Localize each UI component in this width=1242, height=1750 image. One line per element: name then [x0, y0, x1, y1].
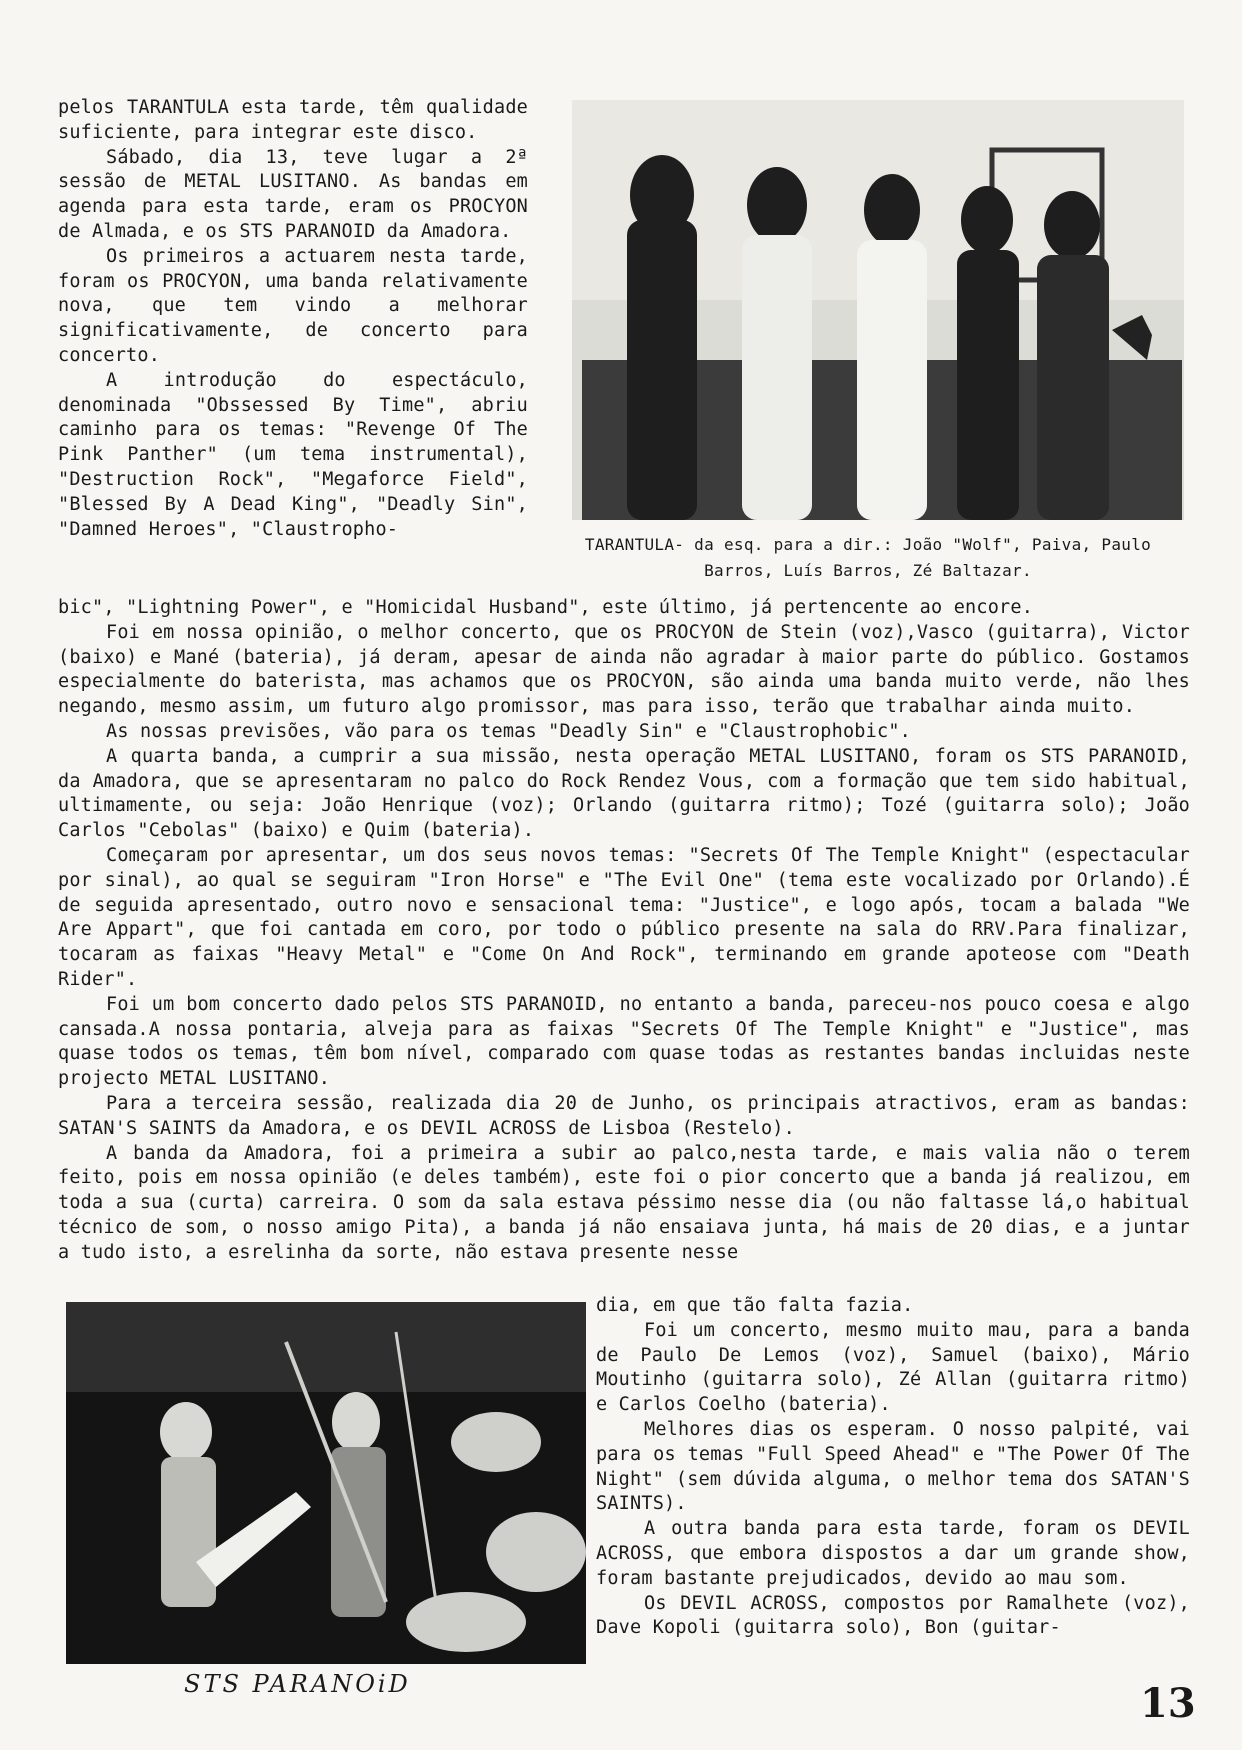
paragraph: A outra banda para esta tarde, foram os DEVIL ACROSS, que embora dispostos a dar um grande show, foram bastante prejudicados, devido ao mau som. [596, 1518, 1190, 1589]
tarantula-photo-caption [548, 532, 1188, 584]
paragraph: Foi um bom concerto dado pelos STS PARANOID, no entanto a banda, pareceu-nos pouco coesa e algo cansada.A nossa pontaria, alveja para as faixas "Secrets Of The Temple Knight" e "Justice", mas quase todos os temas, têm bom nível, comparado com quase todas as restantes bandas incluidas neste projecto METAL LUSITANO. [58, 993, 1190, 1090]
paragraph: Começaram por apresentar, um dos seus novos temas: "Secrets Of The Temple Knight" (espectacular por sinal), ao qual se seguiram "Iron Horse" e "The Evil One" (tema este vocalizado por Orlando).É de seguida apresentado, outro novo e sensacional tema: "Justice", e logo após, tocam a balada "We Are Appart", que foi cantada em coro, por todo o público presente na sala do RRV.Para finalizar, tocaram as faixas "Heavy Metal" e "Come On And Rock", terminando em grande apoteose com "Death Rider". [58, 844, 1190, 990]
top-left-column [58, 96, 528, 542]
paragraph: A banda da Amadora, foi a primeira a subir ao palco,nesta tarde, e mais valia não o terem feito, pois em nossa opinião (e deles também), este foi o pior concerto que a banda já realizou, em toda a sua (curta) carreira. O som da sala estava péssimo nesse dia (ou não faltasse lá,o habitual técnico de som, o nosso amigo Pita), a banda já não ensaiava junta, há mais de 20 dias, e a juntar a tudo isto, a esrelinha da sorte, não estava presente nesse [58, 1142, 1190, 1263]
paragraph: pelos TARANTULA esta tarde, têm qualidade suficiente, para integrar este disco. [58, 97, 528, 143]
full-width-column [58, 596, 1190, 1266]
tarantula-band-photo [572, 100, 1184, 520]
page-number: 13 [1140, 1680, 1196, 1727]
caption-line: TARANTULA- da esq. para a dir.: João "Wolf", Paiva, Paulo [584, 535, 1152, 554]
paragraph: Melhores dias os esperam. O nosso palpité, vai para os temas "Full Speed Ahead" e "The Power Of The Night" (sem dúvida alguma, o melhor tema dos SATAN'S SAINTS). [596, 1418, 1190, 1515]
sts-paranoid-live-photo [66, 1302, 586, 1664]
paragraph: bic", "Lightning Power", e "Homicidal Husband", este último, já pertencente ao encore. [58, 597, 1034, 618]
paragraph: A quarta banda, a cumprir a sua missão, nesta operação METAL LUSITANO, foram os STS PARANOID, da Amadora, que se apresentaram no palco do Rock Rendez Vous, com a formação que tem sido habitual, ultimamente, ou seja: João Henrique (voz); Orlando (guitarra ritmo); Tozé (guitarra solo); João Carlos "Cebolas" (baixo) e Quim (bateria). [58, 745, 1190, 842]
paragraph: Foi um concerto, mesmo muito mau, para a banda de Paulo De Lemos (voz), Samuel (baixo), Mário Moutinho (guitarra solo), Zé Allan (guitarra ritmo) e Carlos Coelho (bateria). [596, 1319, 1190, 1416]
sts-paranoid-photo-caption: STS PARANOiD [184, 1670, 411, 1698]
paragraph: Foi em nossa opinião, o melhor concerto, que os PROCYON de Stein (voz),Vasco (guitarra), Victor (baixo) e Mané (bateria), já deram, apesar de ainda não agradar à maior parte do público. Gostamos especialmente do baterista, mas achamos que os PROCYON, são ainda uma banda muito verde, não lhes negando, mesmo assim, um futuro algo promissor, mas para isso, terão que trabalhar ainda muito. [58, 621, 1190, 718]
paragraph: Sábado, dia 13, teve lugar a 2ª sessão de METAL LUSITANO. As bandas em agenda para esta tarde, eram os PROCYON de Almada, e os STS PARANOID da Amadora. [58, 146, 528, 242]
paragraph: As nossas previsões, vão para os temas "Deadly Sin" e "Claustrophobic". [106, 720, 911, 742]
paragraph: Os primeiros a actuarem nesta tarde, foram os PROCYON, uma banda relativamente nova, que tem vindo a melhorar significativamente, de concerto para concerto. [58, 245, 528, 366]
paragraph: Os DEVIL ACROSS, compostos por Ramalhete (voz), Dave Kopoli (guitarra solo), Bon (guitar- [596, 1592, 1190, 1639]
bottom-right-column [596, 1294, 1190, 1641]
paragraph: dia, em que tão falta fazia. [596, 1295, 914, 1316]
paragraph: Para a terceira sessão, realizada dia 20 de Junho, os principais atractivos, eram as bandas: SATAN'S SAINTS da Amadora, e os DEVIL ACROSS de Lisboa (Restelo). [58, 1092, 1190, 1139]
caption-line: Barros, Luís Barros, Zé Baltazar. [704, 561, 1032, 580]
paragraph: A introdução do espectáculo, denominada "Obssessed By Time", abriu caminho para os temas: "Revenge Of The Pink Panther" (um tema instrumental), "Destruction Rock", "Megaforce Field", "Blessed By A Dead King", "Deadly Sin", "Damned Heroes", "Claustropho- [58, 369, 528, 540]
